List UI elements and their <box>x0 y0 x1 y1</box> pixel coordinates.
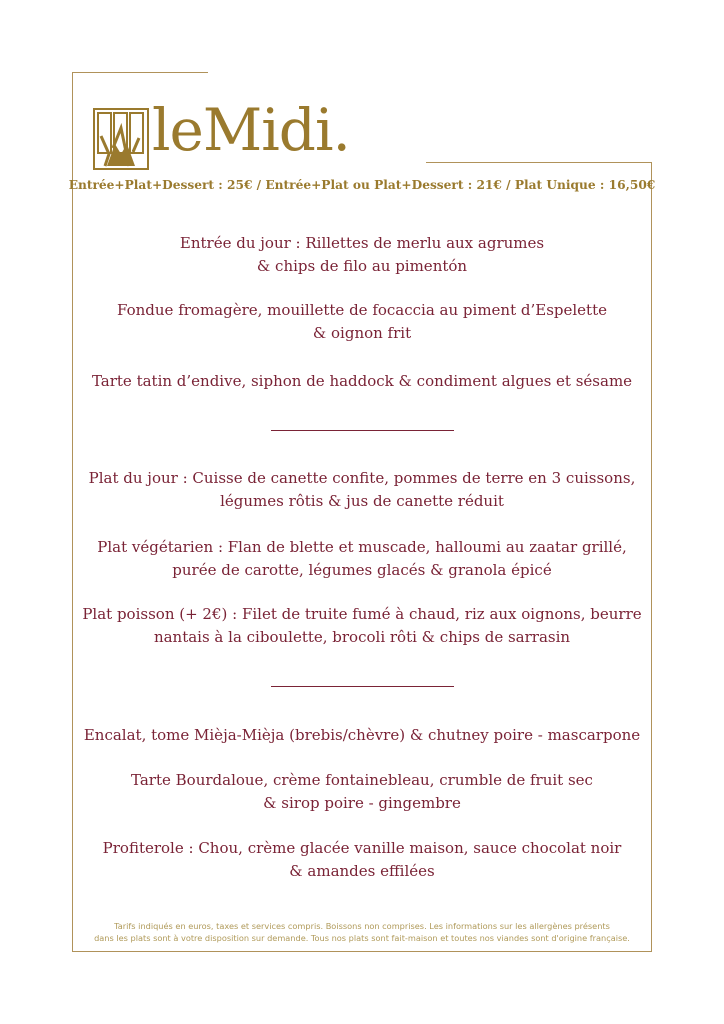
dessert-line-1: Encalat, tome Mièja-Mièja (brebis/chèvre) & chutney poire - mascarpone <box>83 726 641 744</box>
price-formulas: Entrée+Plat+Dessert : 25€ / Entrée+Plat ou Plat+Dessert : 21€ / Plat Unique : 16,50€ <box>68 178 656 192</box>
dessert-item <box>74 769 650 815</box>
plat-line-1: Plat végétarien : Flan de blette et muscade, halloumi au zaatar grillé, <box>97 538 627 556</box>
dessert-line-2: & sirop poire - gingembre <box>263 794 461 812</box>
plat-item <box>74 603 650 649</box>
section-divider <box>271 686 454 687</box>
entree-line-1: Fondue fromagère, mouillette de focaccia au piment d’Espelette <box>117 301 607 319</box>
entree-line-2: & chips de filo au pimentón <box>256 257 468 275</box>
entree-line-1: Entrée du jour : Rillettes de merlu aux agrumes <box>179 234 545 252</box>
frame-left <box>72 72 73 952</box>
dessert-item <box>74 724 650 747</box>
entree-item <box>74 370 650 393</box>
footer-line-1: Tarifs indiqués en euros, taxes et services compris. Boissons non comprises. Les informations sur les allergènes présents <box>114 921 610 931</box>
logo-glasses-icon <box>93 108 149 170</box>
plat-line-1: Plat du jour : Cuisse de canette confite, pommes de terre en 3 cuissons, <box>88 469 636 487</box>
dessert-line-1: Profiterole : Chou, crème glacée vanille maison, sauce chocolat noir <box>102 839 622 857</box>
dessert-item <box>74 837 650 883</box>
entree-line-2: & oignon frit <box>312 324 412 342</box>
plat-line-1: Plat poisson (+ 2€) : Filet de truite fumé à chaud, riz aux oignons, beurre <box>82 605 642 623</box>
plat-line-2: légumes rôtis & jus de canette réduit <box>220 492 504 510</box>
frame-top-right <box>426 162 652 163</box>
plat-line-2: purée de carotte, légumes glacés & granola épicé <box>172 561 552 579</box>
frame-right <box>651 162 652 952</box>
dessert-line-2: & amandes effilées <box>289 862 435 880</box>
frame-bottom <box>72 951 652 952</box>
plat-item <box>74 467 650 513</box>
logo-mark <box>93 100 149 170</box>
brand-name: leMidi. <box>152 96 350 164</box>
entree-line-1: Tarte tatin d’endive, siphon de haddock & condiment algues et sésame <box>91 372 633 390</box>
frame-top-left <box>72 72 208 73</box>
section-divider <box>271 430 454 431</box>
plat-line-2: nantais à la ciboulette, brocoli rôti & chips de sarrasin <box>153 628 571 646</box>
footer-line-2: dans les plats sont à votre disposition sur demande. Tous nos plats sont fait-maison et toutes nos viandes sont d'origine française. <box>94 933 630 943</box>
legal-footer <box>74 920 650 944</box>
entree-item <box>74 232 650 278</box>
plat-item <box>74 536 650 582</box>
entree-item <box>74 299 650 345</box>
dessert-line-1: Tarte Bourdaloue, crème fontainebleau, crumble de fruit sec <box>131 771 593 789</box>
